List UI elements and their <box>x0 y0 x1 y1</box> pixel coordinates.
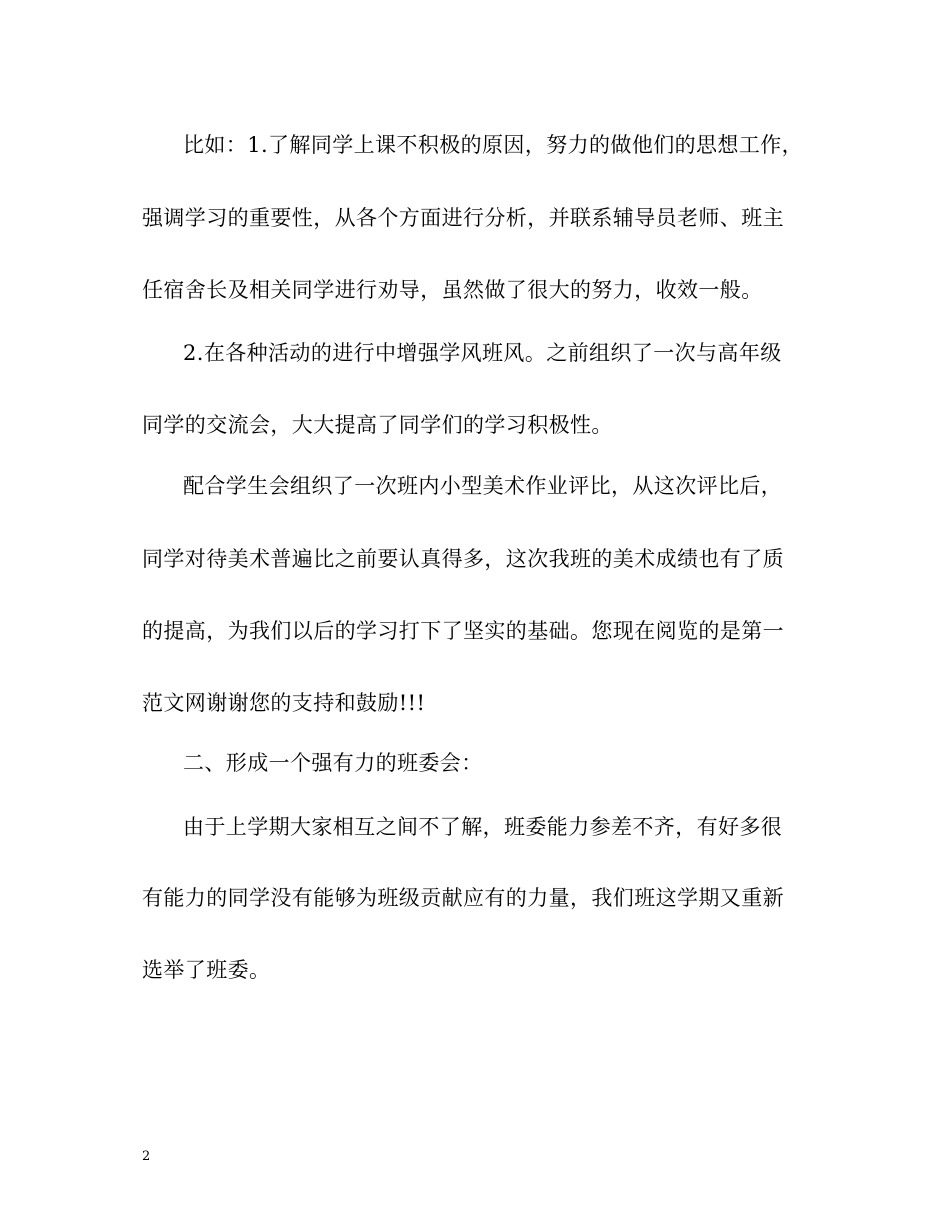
paragraph-line: 配合学生会组织了一次班内小型美术作业评比，从这次评比后， <box>183 474 783 498</box>
page-number: 2 <box>142 1149 151 1164</box>
paragraph-line: 范文网谢谢您的支持和鼓励!!! <box>142 691 426 715</box>
paragraph-line: 比如：1.了解同学上课不积极的原因，努力的做他们的思想工作， <box>183 133 804 157</box>
paragraph-line: 的提高，为我们以后的学习打下了坚实的基础。您现在阅览的是第一 <box>142 619 784 643</box>
paragraph-line: 有能力的同学没有能够为班级贡献应有的力量，我们班这学期又重新 <box>142 886 784 910</box>
paragraph-line: 同学的交流会，大大提高了同学们的学习积极性。 <box>142 413 613 437</box>
paragraph-line: 同学对待美术普遍比之前要认真得多，这次我班的美术成绩也有了质 <box>142 547 784 571</box>
paragraph-line: 2.在各种活动的进行中增强学风班风。之前组织了一次与高年级 <box>183 341 782 365</box>
paragraph-line: 任宿舍长及相关同学进行劝导，虽然做了很大的努力，收效一般。 <box>142 278 763 302</box>
paragraph-line: 选举了班委。 <box>142 958 271 982</box>
section-heading: 二、形成一个强有力的班委会： <box>183 751 483 775</box>
paragraph-line: 由于上学期大家相互之间不了解，班委能力参差不齐，有好多很 <box>183 815 783 839</box>
paragraph-line: 强调学习的重要性，从各个方面进行分析，并联系辅导员老师、班主 <box>142 206 784 230</box>
